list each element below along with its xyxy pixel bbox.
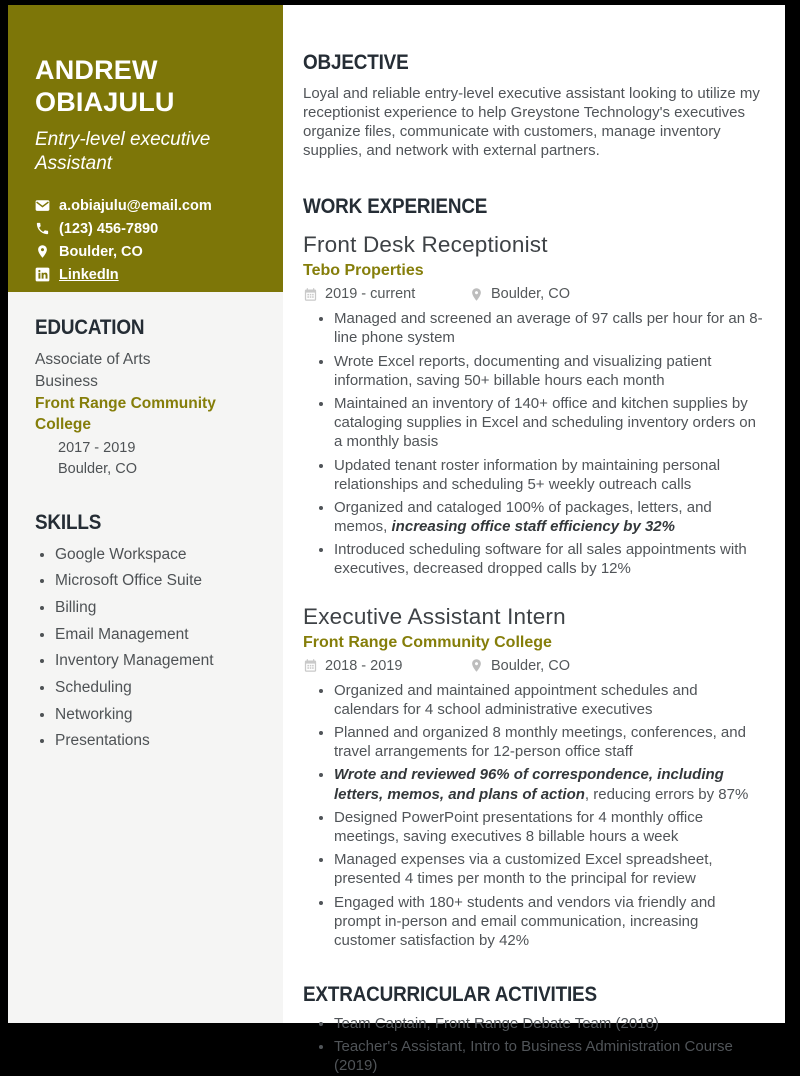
skill-item: • Email Management bbox=[55, 625, 263, 645]
skill-item: • Google Workspace bbox=[55, 545, 263, 565]
education-school: Front Range Community College bbox=[35, 395, 216, 433]
linkedin-link[interactable]: LinkedIn bbox=[59, 266, 119, 283]
job-dates-text: 2019 - current bbox=[325, 286, 416, 303]
job-bullet: • Wrote and reviewed 96% of correspondence, including letters, memos, and plans of action, reducing errors by 87% bbox=[334, 765, 763, 803]
job-location-text: Boulder, CO bbox=[491, 286, 570, 303]
contact-text: a.obiajulu@email.com bbox=[59, 197, 212, 214]
job-bullet: • Organized and maintained appointment schedules and calendars for 4 school administrative executives bbox=[334, 681, 763, 719]
contact-text: (123) 456-7890 bbox=[59, 220, 159, 237]
job-bullet: • Managed and screened an average of 97 calls per hour for an 8-line phone system bbox=[334, 309, 763, 347]
objective-text: Loyal and reliable entry-level executive assistant looking to utilize my receptionist experience to help Greystone Technology's executives organize files, communicate with customers, manage inventory supplies, and network with external partners. bbox=[303, 85, 760, 160]
contact-item bbox=[35, 244, 261, 260]
skill-item: • Billing bbox=[55, 598, 263, 618]
location-icon bbox=[469, 658, 484, 673]
job-dates-text: 2018 - 2019 bbox=[325, 657, 403, 674]
sidebar-body bbox=[8, 292, 283, 758]
email-icon bbox=[35, 198, 50, 213]
skills-section bbox=[35, 511, 263, 752]
education-degree: Associate of Arts bbox=[35, 351, 151, 368]
extracurricular-item: • Team Captain, Front Range Debate Team (2018) bbox=[334, 1014, 763, 1033]
main-column bbox=[283, 5, 785, 1075]
resume-page bbox=[8, 5, 785, 1075]
extracurricular-item: • Teacher's Assistant, Intro to Business Administration Course (2019) bbox=[334, 1037, 763, 1075]
candidate-name: ANDREW OBIAJULU bbox=[35, 55, 175, 117]
education-location: Boulder, CO bbox=[58, 460, 137, 477]
skill-item: • Scheduling bbox=[55, 678, 263, 698]
phone-icon bbox=[35, 221, 50, 236]
location-icon bbox=[469, 287, 484, 302]
work-experience-heading: WORK EXPERIENCE bbox=[303, 195, 488, 219]
job-bullets bbox=[303, 681, 763, 950]
education-field: Business bbox=[35, 372, 98, 390]
job-bullet: • Managed expenses via a customized Excel spreadsheet, presented 4 times per month to the principal for review bbox=[334, 850, 763, 888]
job-bullet: • Maintained an inventory of 140+ office and kitchen supplies by cataloging supplies in Excel and scheduling inventory orders on a monthly basis bbox=[334, 394, 763, 452]
job-entry bbox=[303, 232, 763, 578]
job-dates bbox=[303, 286, 469, 302]
job-company: Front Range Community College bbox=[303, 633, 552, 651]
education-heading: EDUCATION bbox=[35, 316, 145, 339]
job-location bbox=[469, 286, 570, 302]
job-location-text: Boulder, CO bbox=[491, 657, 570, 674]
location-icon bbox=[35, 244, 50, 259]
skill-item: • Networking bbox=[55, 705, 263, 725]
job-title: Executive Assistant Intern bbox=[303, 603, 566, 629]
candidate-title: Entry-level executive Assistant bbox=[35, 129, 211, 174]
education-section bbox=[35, 316, 263, 477]
skills-list bbox=[35, 545, 263, 752]
job-company: Tebo Properties bbox=[303, 262, 424, 280]
education-dates: 2017 - 2019 bbox=[58, 439, 136, 456]
job-bullet: • Updated tenant roster information by maintaining personal relationships and scheduling 5+ weekly outreach calls bbox=[334, 456, 763, 494]
jobs-container bbox=[303, 232, 763, 950]
skill-item: • Inventory Management bbox=[55, 651, 263, 671]
objective-section bbox=[303, 51, 763, 160]
job-location bbox=[469, 658, 570, 674]
skill-item: • Microsoft Office Suite bbox=[55, 571, 263, 591]
job-meta-row bbox=[303, 286, 763, 302]
objective-heading: OBJECTIVE bbox=[303, 51, 409, 74]
location-pin-icon bbox=[35, 461, 50, 476]
extracurricular-section bbox=[303, 983, 763, 1076]
calendar-icon bbox=[303, 658, 318, 673]
linkedin-icon bbox=[35, 267, 50, 282]
extracurricular-list bbox=[303, 1014, 763, 1076]
calendar-icon bbox=[35, 440, 50, 455]
job-bullets bbox=[303, 309, 763, 578]
contact-item bbox=[35, 221, 261, 237]
job-dates bbox=[303, 658, 469, 674]
job-bullet: • Planned and organized 8 monthly meetings, conferences, and travel arrangements for 12-person office staff bbox=[334, 723, 763, 761]
contact-item bbox=[35, 267, 261, 283]
sidebar bbox=[8, 5, 283, 1023]
job-bullet: • Organized and cataloged 100% of packages, letters, and memos, increasing office staff efficiency by 32% bbox=[334, 498, 763, 536]
job-bullet: • Wrote Excel reports, documenting and visualizing patient information, saving 50+ billable hours each month bbox=[334, 352, 763, 390]
skills-heading: SKILLS bbox=[35, 510, 102, 534]
job-bullet: • Engaged with 180+ students and vendors via friendly and prompt in-person and email communication, increasing customer satisfaction by 42% bbox=[334, 893, 763, 951]
contact-item bbox=[35, 198, 261, 214]
contact-list bbox=[35, 198, 261, 283]
work-experience-section bbox=[303, 195, 763, 950]
skill-item: • Presentations bbox=[55, 731, 263, 751]
calendar-icon bbox=[303, 287, 318, 302]
contact-text: Boulder, CO bbox=[59, 243, 143, 260]
job-title: Front Desk Receptionist bbox=[303, 232, 548, 258]
job-bullet: • Introduced scheduling software for all sales appointments with executives, decreased dropped calls by 12% bbox=[334, 540, 763, 578]
job-meta-row bbox=[303, 658, 763, 674]
job-entry bbox=[303, 604, 763, 950]
job-bullet: • Designed PowerPoint presentations for 4 monthly office meetings, saving executives 8 billable hours a week bbox=[334, 808, 763, 846]
extracurricular-heading: EXTRACURRICULAR ACTIVITIES bbox=[303, 983, 597, 1007]
sidebar-hero bbox=[8, 5, 283, 292]
